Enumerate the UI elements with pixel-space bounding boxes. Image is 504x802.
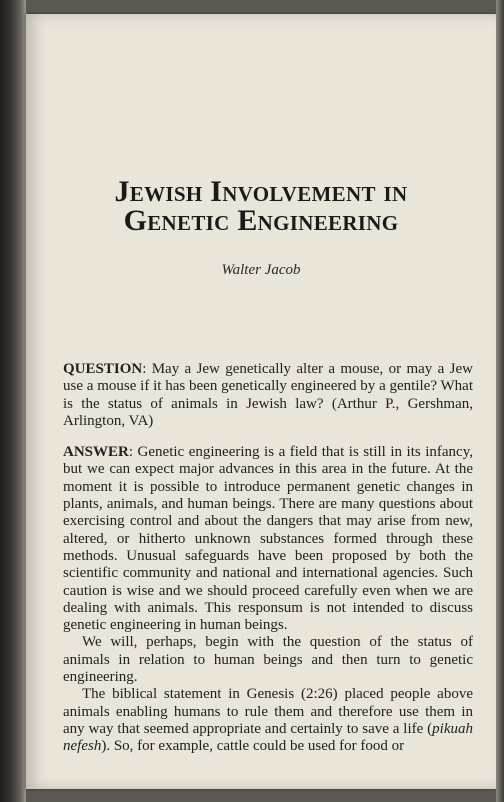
page-edge [496,0,504,802]
article-body [63,361,473,756]
book-binding [0,0,26,802]
title-line-1: Jewish Involvement in [114,175,408,208]
paragraph-3-tail: ). So, for example, cattle could be used for food or [101,738,405,755]
author: Walter Jacob [221,262,301,278]
paragraph-3-italic: pikuah nefesh [63,720,473,755]
question-label: QUESTION [63,361,143,377]
answer-label: ANSWER [63,444,129,461]
bleed-through-shadow [60,68,460,78]
answer-paragraph [63,444,473,634]
question-text: : May a Jew genetically alter a mouse, or may a Jew use a mouse if it has been genetically engineered by a gentile? What is the status of animals in Jewish law? (Arthur P., Gershman, Arlington, VA) [63,361,473,429]
question-paragraph [63,361,473,430]
answer-text: : Genetic engineering is a field that is still in its infancy, but we can expect major advances in this area in the future. At the moment it is possible to introduce permanent genetic changes in plants, animals, and human beings. There are many questions about exercising control and about the dangers that may arise from new, altered, or hitherto unknown substances formed through these methods. Unusual safeguards have been proposed by both the scientific community and national and international agencies. Such caution is wise and we should proceed carefully even when we are dealing with animals. This responsum is not intended to discuss genetic engineering in human beings. [63,444,473,634]
paragraph-3-text: The biblical statement in Genesis (2:26) placed people above animals enabling humans to rule them and therefore use them in any way that seemed appropriate and certainly to save a life ( [63,686,473,737]
paragraph-2: We will, perhaps, begin with the question of the status of animals in relation to human beings and then turn to genetic engineering. [63,634,473,686]
paragraph-3 [63,686,473,755]
title-line-2: Genetic Engineering [123,204,399,237]
